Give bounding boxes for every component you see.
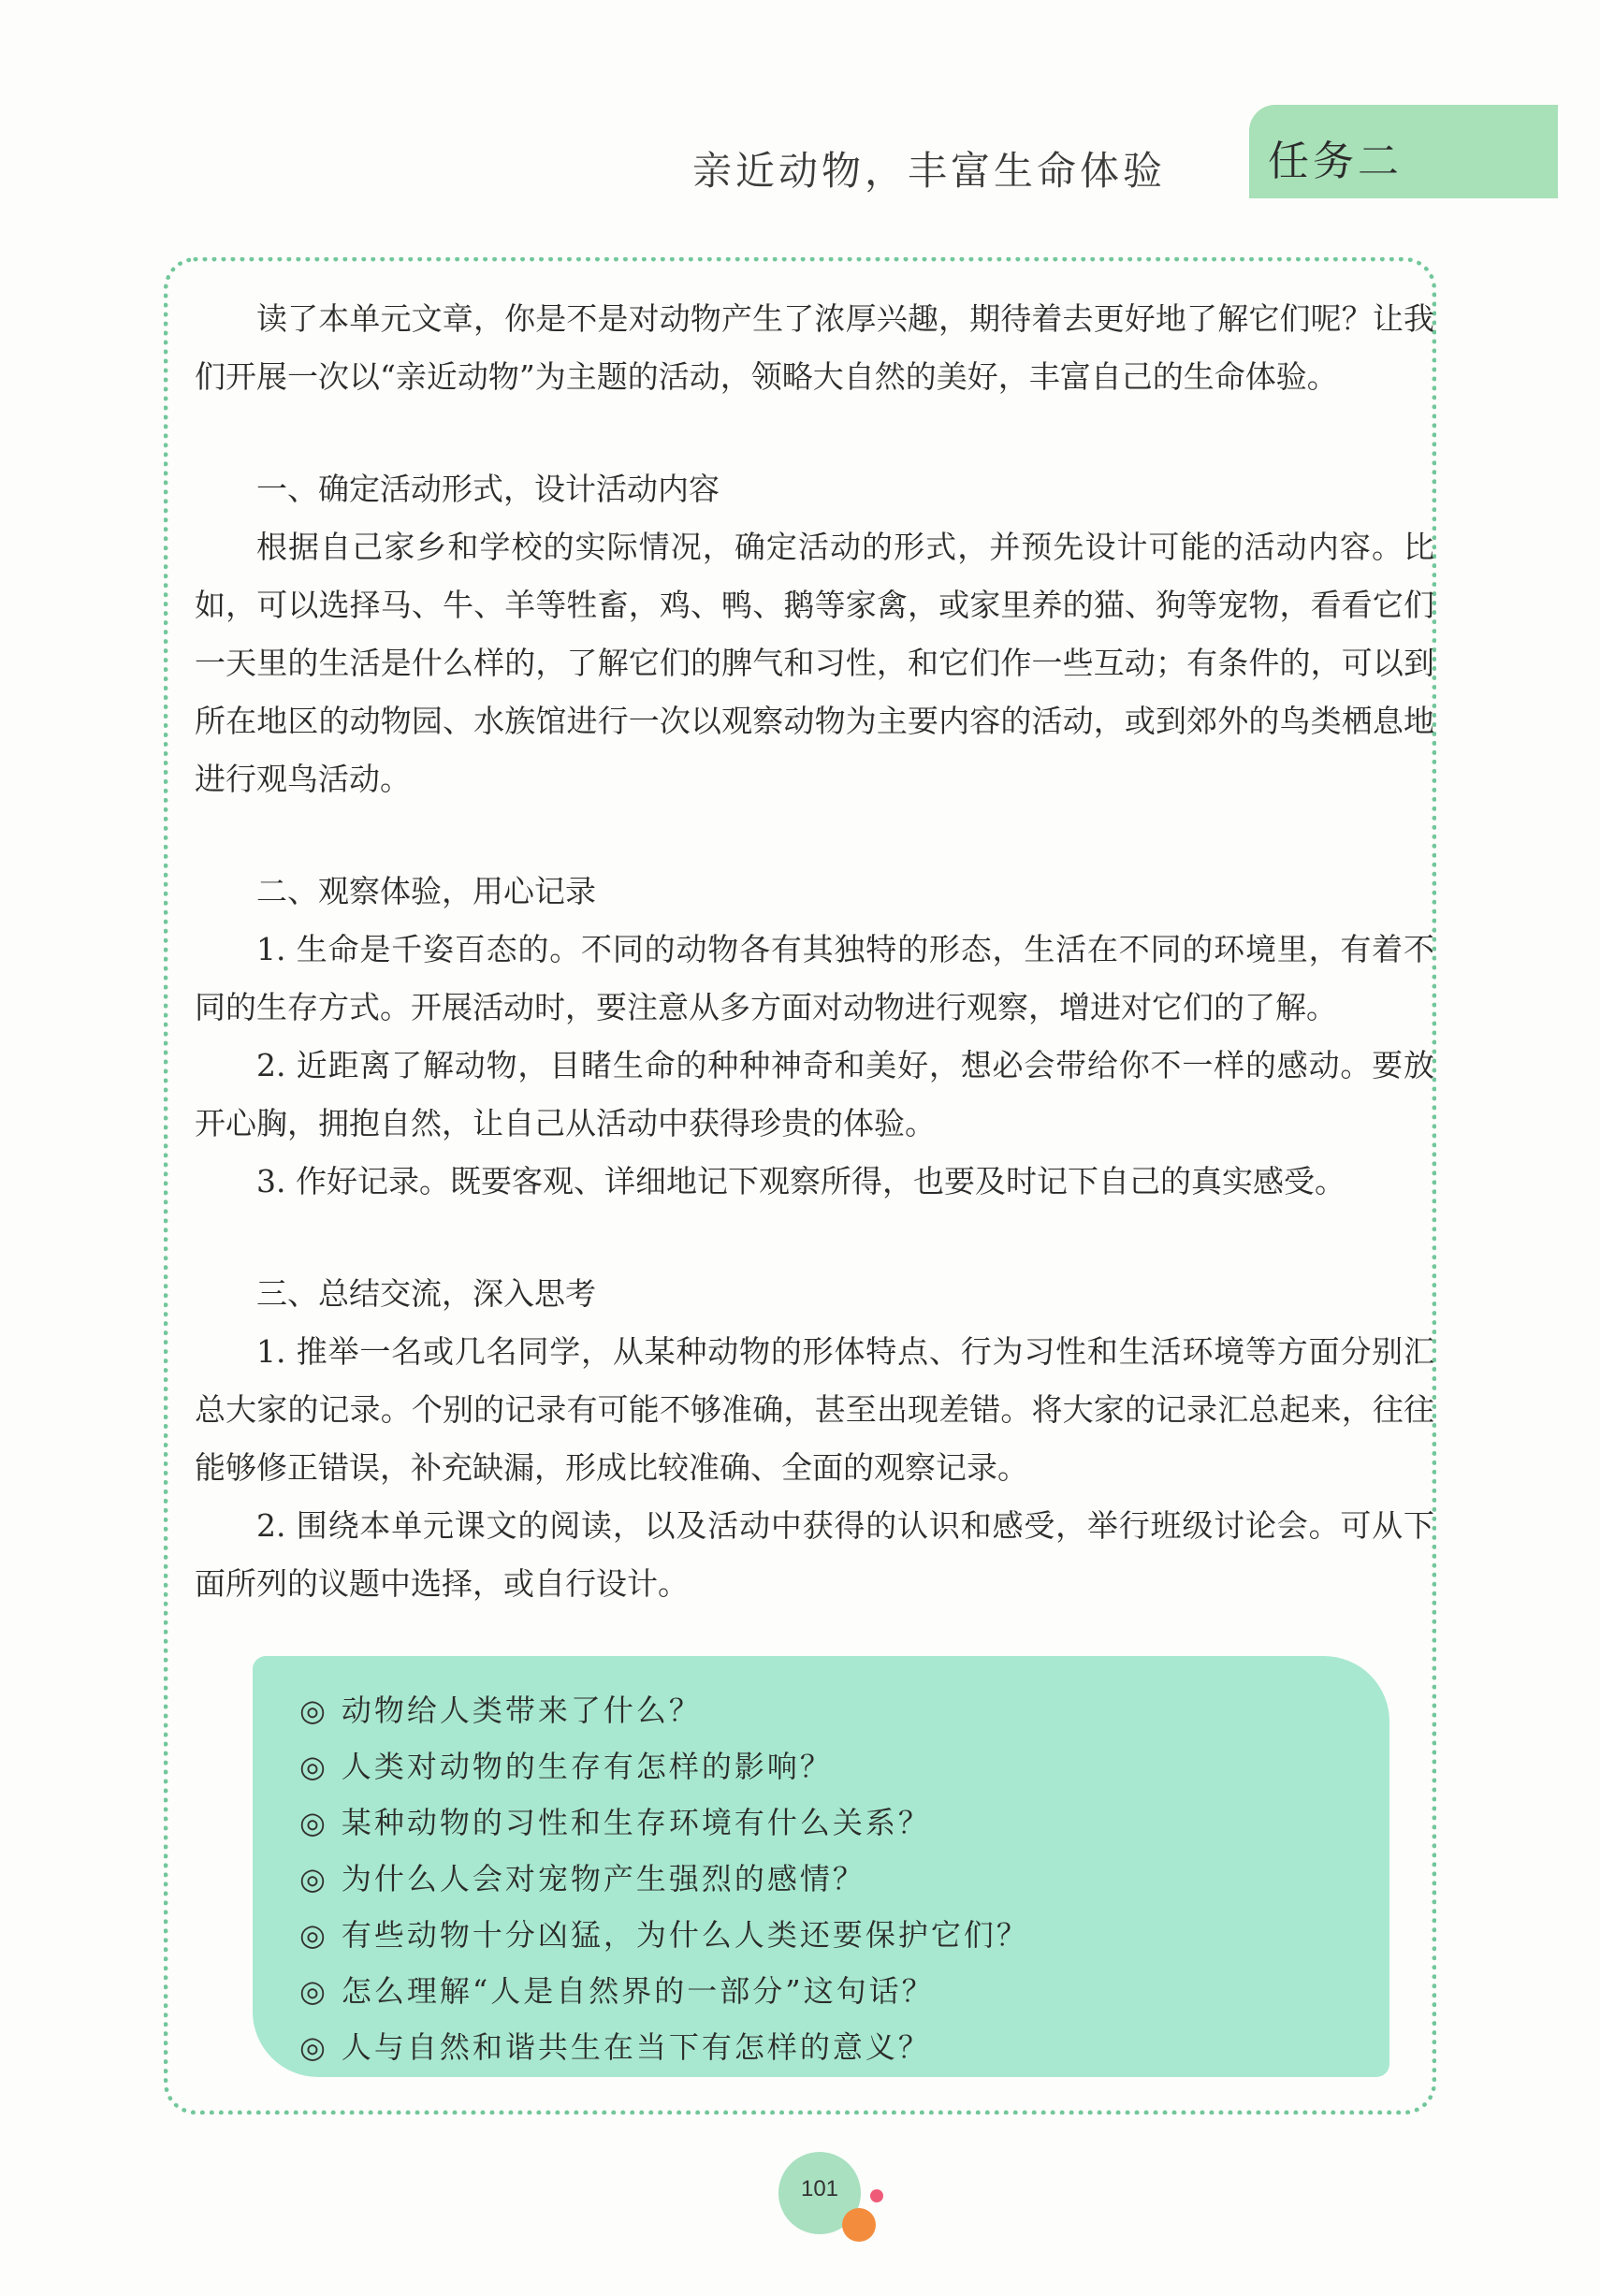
section-2-paragraph-3: 3. 作好记录。既要客观、详细地记下观察所得，也要及时记下自己的真实感受。	[256, 1163, 1345, 1199]
page-number: 101	[800, 2176, 839, 2202]
question-item: ◎ 人与自然和谐共生在当下有怎样的意义？	[299, 2029, 931, 2065]
section-1-paragraph-1: 根据自己家乡和学校的实际情况，确定活动的形式，并预先设计可能的活动内容。比如，可以选择马、牛、羊等牲畜，鸡、鸭、鹅等家禽，或家里养的猫、狗等宠物，看看它们一天里的生活是什么样的，了解它们的脾气和习性，和它们作一些互动；有条件的，可以到所在地区的动物园、水族馆进行一次以观察动物为主要内容的活动，或到郊外的鸟类栖息地进行观鸟活动。	[195, 529, 1434, 797]
page-title: 亲近动物，丰富生命体验	[692, 148, 1167, 194]
circle-bullet-icon: ◎	[299, 1973, 328, 2009]
section-2-paragraph-1: 1. 生命是千姿百态的。不同的动物各有其独特的形态，生活在不同的环境里，有着不同的生存方式。开展活动时，要注意从多方面对动物进行观察，增进对它们的了解。	[195, 931, 1434, 1025]
section-3-paragraph-2: 2. 围绕本单元课文的阅读，以及活动中获得的认识和感受，举行班级讨论会。可从下面所列的议题中选择，或自行设计。	[195, 1507, 1434, 1602]
question-item: ◎ 怎么理解“人是自然界的一部分”这句话？	[299, 1973, 935, 2009]
circle-bullet-icon: ◎	[299, 1861, 328, 1896]
circle-bullet-icon: ◎	[299, 1805, 328, 1840]
circle-bullet-icon: ◎	[299, 1917, 328, 1953]
section-heading-2: 二、观察体验，用心记录	[256, 873, 596, 909]
circle-bullet-icon: ◎	[299, 2029, 328, 2065]
circle-bullet-icon: ◎	[299, 1749, 328, 1784]
circle-bullet-icon: ◎	[299, 1693, 328, 1728]
section-heading-1: 一、确定活动形式，设计活动内容	[256, 471, 720, 507]
section-3-paragraph-1: 1. 推举一名或几名同学，从某种动物的形体特点、行为习性和生活环境等方面分别汇总大家的记录。个别的记录有可能不够准确，甚至出现差错。将大家的记录汇总起来，往往能够修正错误，补充缺漏，形成比较准确、全面的观察记录。	[195, 1333, 1434, 1486]
intro-paragraph: 读了本单元文章，你是不是对动物产生了浓厚兴趣，期待着去更好地了解它们呢？让我们开展一次以“亲近动物”为主题的活动，领略大自然的美好，丰富自己的生命体验。	[195, 300, 1434, 395]
question-item: ◎ 动物给人类带来了什么？	[299, 1693, 702, 1728]
decorative-orange-dot-icon	[842, 2208, 876, 2242]
question-item: ◎ 某种动物的习性和生存环境有什么关系？	[299, 1805, 931, 1840]
task-tab	[1249, 105, 1558, 198]
section-heading-3: 三、总结交流，深入思考	[256, 1275, 596, 1312]
question-item: ◎ 有些动物十分凶猛，为什么人类还要保护它们？	[299, 1917, 1029, 1953]
discussion-topics-box	[253, 1656, 1389, 2077]
question-item: ◎ 为什么人会对宠物产生强烈的感情？	[299, 1861, 865, 1896]
question-item: ◎ 人类对动物的生存有怎样的影响？	[299, 1749, 833, 1784]
section-2-paragraph-2: 2. 近距离了解动物，目睹生命的种种神奇和美好，想必会带给你不一样的感动。要放开心胸，拥抱自然，让自己从活动中获得珍贵的体验。	[195, 1047, 1434, 1141]
decorative-pink-dot-icon	[870, 2189, 883, 2202]
task-label: 任务二	[1268, 138, 1403, 185]
content-body	[195, 290, 1434, 1613]
